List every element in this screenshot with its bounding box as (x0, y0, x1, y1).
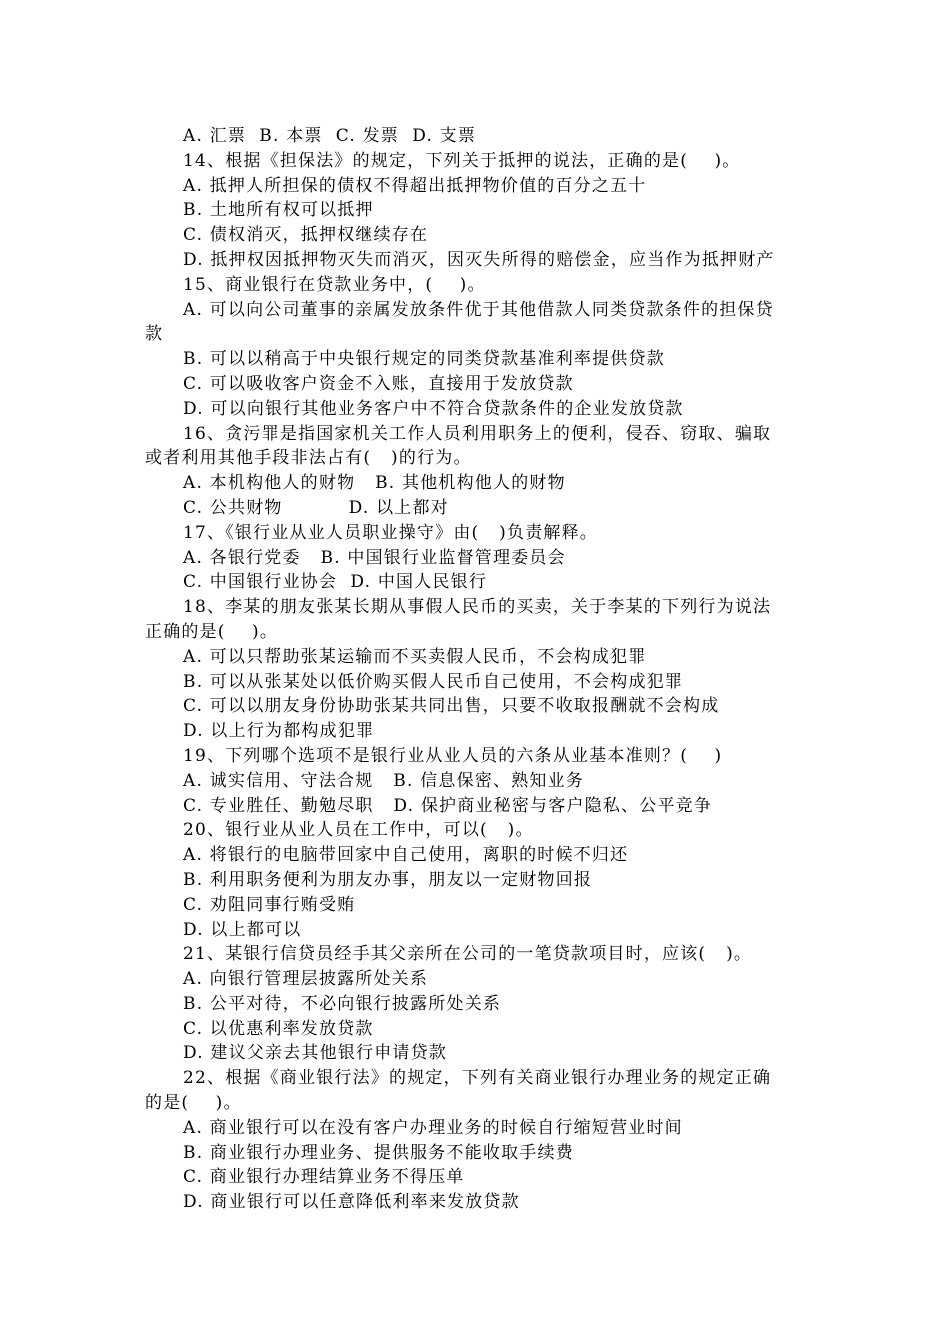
text-line: 款 (145, 324, 164, 345)
text-line: B. 土地所有权可以抵押 (183, 200, 374, 221)
text-line: A. 汇票 B. 本票 C. 发票 D. 支票 (183, 126, 477, 146)
text-line: A. 可以只帮助张某运输而不买卖假人民币，不会构成犯罪 (183, 646, 647, 667)
text-line: A. 抵押人所担保的债权不得超出抵押物价值的百分之五十 (183, 175, 647, 196)
text-line: C. 债权消灭，抵押权继续存在 (183, 225, 429, 246)
text-line: C. 可以以朋友身份协助张某共同出售，只要不收取报酬就不会构成 (183, 696, 720, 717)
text-line: D. 抵押权因抵押物灭失而消灭，因灭失所得的赔偿金，应当作为抵押财产 (183, 249, 775, 270)
text-line: 17、《银行业从业人员职业操守》由( )负责解释。 (183, 522, 599, 543)
text-line: 20、银行业从业人员在工作中，可以( )。 (183, 820, 534, 841)
text-line: A. 商业银行可以在没有客户办理业务的时候自行缩短营业时间 (183, 1117, 683, 1138)
text-line: 或者利用其他手段非法占有( )的行为。 (145, 448, 472, 469)
text-line: A. 各银行党委 B. 中国银行业监督管理委员会 (183, 547, 566, 568)
text-line: D. 以上行为都构成犯罪 (183, 721, 375, 742)
text-line: D. 商业银行可以任意降低利率来发放贷款 (183, 1192, 520, 1213)
text-line: 的是( )。 (145, 1093, 242, 1114)
text-line: A. 将银行的电脑带回家中自己使用，离职的时候不归还 (183, 845, 629, 866)
text-line: 19、下列哪个选项不是银行业从业人员的六条从业基本准则？( ) (183, 745, 723, 766)
text-line: C. 可以吸收客户资金不入账，直接用于发放贷款 (183, 373, 574, 394)
text-line: C. 以优惠利率发放贷款 (183, 1018, 374, 1039)
text-line: C. 公共财物 D. 以上都对 (183, 497, 449, 518)
question-text-block (145, 124, 815, 1215)
text-line: A. 可以向公司董事的亲属发放条件优于其他借款人同类贷款条件的担保贷 (183, 299, 774, 320)
text-line: D. 可以向银行其他业务客户中不符合贷款条件的企业发放贷款 (183, 398, 684, 419)
text-line: C. 中国银行业协会 D. 中国人民银行 (183, 572, 488, 593)
text-line: C. 专业胜任、勤勉尽职 D. 保护商业秘密与客户隐私、公平竞争 (183, 795, 713, 816)
text-line: D. 以上都可以 (183, 919, 302, 940)
text-line: 正确的是( )。 (145, 621, 279, 642)
text-line: C. 商业银行办理结算业务不得压单 (183, 1167, 465, 1188)
text-line: 22、根据《商业银行法》的规定，下列有关商业银行办理业务的规定正确 (183, 1068, 772, 1089)
text-line: 14、根据《担保法》的规定，下列关于抵押的说法，正确的是( )。 (183, 150, 741, 171)
text-line: 18、李某的朋友张某长期从事假人民币的买卖，关于李某的下列行为说法 (183, 597, 772, 618)
text-line: B. 可以从张某处以低价购买假人民币自己使用，不会构成犯罪 (183, 671, 684, 692)
text-line: C. 劝阻同事行贿受贿 (183, 894, 356, 915)
text-line: B. 公平对待，不必向银行披露所处关系 (183, 993, 502, 1014)
text-line: 16、贪污罪是指国家机关工作人员利用职务上的便利，侵吞、窃取、骗取 (183, 423, 772, 444)
text-line: A. 向银行管理层披露所处关系 (183, 969, 429, 990)
text-line: 21、某银行信贷员经手其父亲所在公司的一笔贷款项目时，应该( )。 (183, 944, 753, 965)
text-line: D. 建议父亲去其他银行申请贷款 (183, 1043, 448, 1064)
text-line: B. 商业银行办理业务、提供服务不能收取手续费 (183, 1142, 574, 1163)
text-line: 15、商业银行在贷款业务中，( )。 (183, 274, 486, 295)
text-line: B. 可以以稍高于中央银行规定的同类贷款基准利率提供贷款 (183, 349, 665, 370)
text-line: B. 利用职务便利为朋友办事，朋友以一定财物回报 (183, 869, 593, 890)
text-line: A. 本机构他人的财物 B. 其他机构他人的财物 (183, 473, 566, 494)
text-line: A. 诚实信用、守法合规 B. 信息保密、熟知业务 (183, 770, 584, 791)
